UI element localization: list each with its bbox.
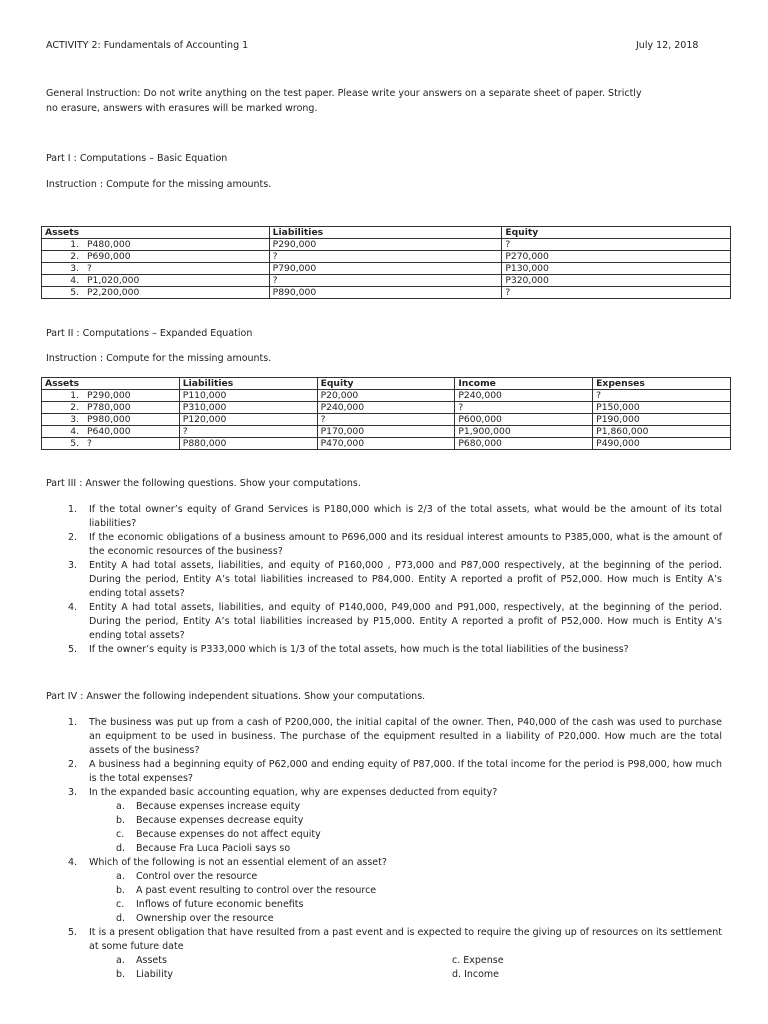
table-row xyxy=(42,263,731,275)
table-cell: ? xyxy=(593,390,731,402)
part1-instruction: Instruction : Compute for the missing amounts. xyxy=(46,179,272,190)
table-cell: P130,000 xyxy=(502,263,731,275)
table-cell: P470,000 xyxy=(317,438,455,450)
table-cell: 5. P2,200,000 xyxy=(42,287,270,299)
answer-choice: a. Control over the resource xyxy=(116,871,258,882)
table-header-cell: Liabilities xyxy=(179,378,317,390)
table-cell: ? xyxy=(317,414,455,426)
answer-choice: a. Assets c. Expense xyxy=(116,955,504,966)
table-cell: P600,000 xyxy=(455,414,593,426)
table-cell: P680,000 xyxy=(455,438,593,450)
table-cell: P110,000 xyxy=(179,390,317,402)
table-row xyxy=(42,251,731,263)
part2-title: Part II : Computations – Expanded Equation xyxy=(46,328,253,339)
document-date: July 12, 2018 xyxy=(636,40,699,51)
table-header-cell: Assets xyxy=(42,378,180,390)
list-item: 3. In the expanded basic accounting equation, why are expenses deducted from equity? a. Because expenses increase equity b. Because expenses decrease equity c. Because expenses do not affect equity d. Because Fra Luca Pacioli says so xyxy=(46,786,722,856)
part2-instruction: Instruction : Compute for the missing amounts. xyxy=(46,353,272,364)
table-cell: P240,000 xyxy=(317,402,455,414)
activity-title: ACTIVITY 2: Fundamentals of Accounting 1 xyxy=(46,40,249,51)
part4-question-list xyxy=(46,716,722,982)
table-cell: P880,000 xyxy=(179,438,317,450)
table-cell: P190,000 xyxy=(593,414,731,426)
table-cell: 1. P480,000 xyxy=(42,239,270,251)
table-cell: P310,000 xyxy=(179,402,317,414)
list-item: 4. Which of the following is not an essential element of an asset? a. Control over the resource b. A past event resulting to control over the resource c. Inflows of future economic benefits d. Ownership over the resource xyxy=(46,856,722,926)
answer-choice: a. Because expenses increase equity xyxy=(116,801,301,812)
list-item: 1. If the total owner’s equity of Grand Services is P180,000 which is 2/3 of the total assets, what would be the amount of its total liabilities? xyxy=(68,504,722,529)
part1-table xyxy=(41,226,731,299)
table-cell: P320,000 xyxy=(502,275,731,287)
table-header-row xyxy=(42,378,731,390)
table-cell: P240,000 xyxy=(455,390,593,402)
table-cell: P270,000 xyxy=(502,251,731,263)
table-cell: 4. P1,020,000 xyxy=(42,275,270,287)
answer-choice: d. Ownership over the resource xyxy=(116,913,274,924)
table-cell: P290,000 xyxy=(269,239,502,251)
list-item: 3. Entity A had total assets, liabilities, and equity of P160,000 , P73,000 and P87,000 respectively, at the beginning of the period. During the period, Entity A’s total liabilities increased to P84,000. Entity A reported a profit of P52,000. How much is Entity A’s ending total assets? xyxy=(68,560,722,599)
answer-choice: c. Because expenses do not affect equity xyxy=(116,829,321,840)
table-row xyxy=(42,239,731,251)
table-row xyxy=(42,390,731,402)
answer-choice: b. Liability d. Income xyxy=(116,969,500,980)
table-cell: ? xyxy=(455,402,593,414)
answer-choice: b. Because expenses decrease equity xyxy=(116,815,304,826)
table-cell: 1. P290,000 xyxy=(42,390,180,402)
table-cell: ? xyxy=(502,239,731,251)
answer-choice: b. A past event resulting to control over the resource xyxy=(116,885,377,896)
table-header-cell: Income xyxy=(455,378,593,390)
table-cell: 5. ? xyxy=(42,438,180,450)
list-item: 5. It is a present obligation that have resulted from a past event and is expected to require the giving up of resources on its settlement at some future date a. Assets c. Expense b. Liability d. Income xyxy=(46,926,722,982)
list-item: 1. The business was put up from a cash of P200,000, the initial capital of the owner. Then, P40,000 of the cash was used to purchase an equipment to be used in business. The purchase of the equipment resulted in a liability of P20,000. How much are the total assets of the business? xyxy=(68,717,722,756)
general-instruction-line-2: no erasure, answers with erasures will be marked wrong. xyxy=(46,103,318,114)
table-header-cell: Expenses xyxy=(593,378,731,390)
table-cell: ? xyxy=(269,251,502,263)
table-cell: ? xyxy=(502,287,731,299)
table-cell: 4. P640,000 xyxy=(42,426,180,438)
table-cell: P490,000 xyxy=(593,438,731,450)
table-row xyxy=(42,275,731,287)
part3-title: Part III : Answer the following questions. Show your computations. xyxy=(46,478,361,489)
table-cell: P170,000 xyxy=(317,426,455,438)
table-row xyxy=(42,438,731,450)
list-item: 2. If the economic obligations of a business amount to P696,000 and its residual interest amounts to P385,000, what is the amount of the economic resources of the business? xyxy=(68,532,722,557)
table-cell: ? xyxy=(179,426,317,438)
table-cell: P20,000 xyxy=(317,390,455,402)
table-cell: P150,000 xyxy=(593,402,731,414)
table-cell: 3. ? xyxy=(42,263,270,275)
table-cell: 2. P780,000 xyxy=(42,402,180,414)
table-row xyxy=(42,287,731,299)
part2-table xyxy=(41,377,731,450)
table-cell: 2. P690,000 xyxy=(42,251,270,263)
general-instruction-line-1: General Instruction: Do not write anything on the test paper. Please write your answers on a separate sheet of paper. Strictly xyxy=(46,88,642,99)
part4-title: Part IV : Answer the following independent situations. Show your computations. xyxy=(46,691,426,702)
table-cell: P1,860,000 xyxy=(593,426,731,438)
part3-question-list xyxy=(46,503,722,657)
table-cell: 3. P980,000 xyxy=(42,414,180,426)
list-item: 2. A business had a beginning equity of P62,000 and ending equity of P87,000. If the total income for the period is P98,000, how much is the total expenses? xyxy=(68,759,722,784)
table-header-cell: Equity xyxy=(502,227,731,239)
table-cell: P120,000 xyxy=(179,414,317,426)
table-header-cell: Assets xyxy=(42,227,270,239)
table-header-cell: Equity xyxy=(317,378,455,390)
table-cell: P790,000 xyxy=(269,263,502,275)
table-row xyxy=(42,426,731,438)
table-cell: ? xyxy=(269,275,502,287)
list-item: 5. If the owner’s equity is P333,000 which is 1/3 of the total assets, how much is the total liabilities of the business? xyxy=(68,644,629,655)
table-header-row xyxy=(42,227,731,239)
answer-choice: c. Inflows of future economic benefits xyxy=(116,899,304,910)
part1-title: Part I : Computations – Basic Equation xyxy=(46,153,228,164)
list-item: 4. Entity A had total assets, liabilities, and equity of P140,000, P49,000 and P91,000, respectively, at the beginning of the period. During the period, Entity A’s total liabilities increased by P15,000. Entity A reported a profit of P52,000. How much is Entity A’s ending total assets? xyxy=(68,602,722,641)
answer-choice: d. Because Fra Luca Pacioli says so xyxy=(116,843,291,854)
table-header-cell: Liabilities xyxy=(269,227,502,239)
table-cell: P1,900,000 xyxy=(455,426,593,438)
table-cell: P890,000 xyxy=(269,287,502,299)
table-row xyxy=(42,402,731,414)
table-row xyxy=(42,414,731,426)
